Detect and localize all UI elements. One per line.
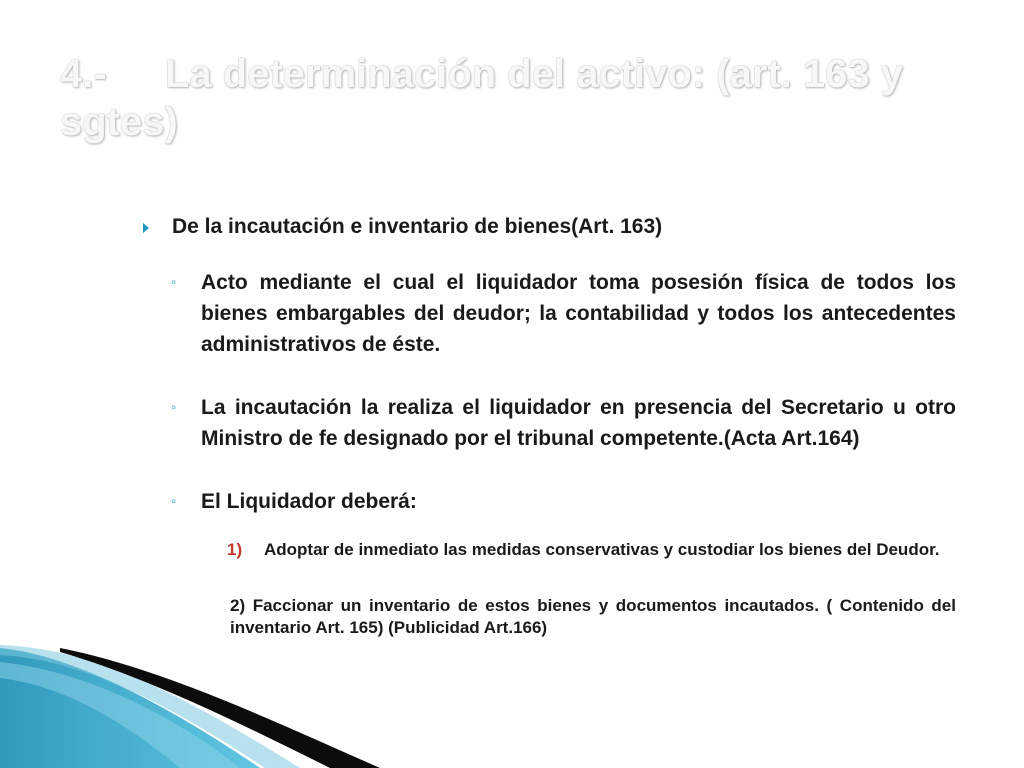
numbered-item-2	[140, 595, 956, 639]
bullet-main-text: De la incautación e inventario de bienes(Art. 163)	[172, 215, 663, 238]
bullet-main	[140, 211, 956, 243]
triangle-bullet-icon	[143, 223, 149, 233]
sub-bullet-incautacion	[140, 392, 956, 454]
numbered-item-2-text: 2) Faccionar un inventario de estos bienes y documentos incautados. ( Contenido del inventario Art. 165) (Publicidad Art.166)	[230, 596, 956, 637]
sub-bullet-liquidador	[140, 486, 956, 517]
sub-bullet-acto	[140, 267, 956, 360]
numbered-item-1-text: Adoptar de inmediato las medidas conservativas y custodiar los bienes del Deudor.	[264, 540, 940, 559]
numbered-item-1	[140, 539, 956, 561]
title-number: 4.-	[60, 52, 107, 96]
slide-title	[60, 50, 940, 146]
numbered-item-1-marker: 1)	[227, 540, 243, 559]
slide-content	[140, 211, 956, 639]
ring-bullet-icon: ◦	[171, 399, 177, 416]
ring-bullet-icon: ◦	[171, 274, 177, 291]
ring-bullet-icon: ◦	[171, 493, 177, 510]
title-text: La determinación del activo: (art. 163 y sgtes)	[60, 52, 904, 144]
sub-bullet-acto-text: Acto mediante el cual el liquidador toma posesión física de todos los bienes embargables del deudor; la contabilidad y todos los antecedentes administrativos de éste.	[201, 271, 956, 356]
sub-bullet-liquidador-text: El Liquidador deberá:	[201, 490, 417, 513]
sub-bullet-incautacion-text: La incautación la realiza el liquidador en presencia del Secretario u otro Ministro de fe designado por el tribunal competente.(Acta Art.164)	[201, 396, 956, 450]
